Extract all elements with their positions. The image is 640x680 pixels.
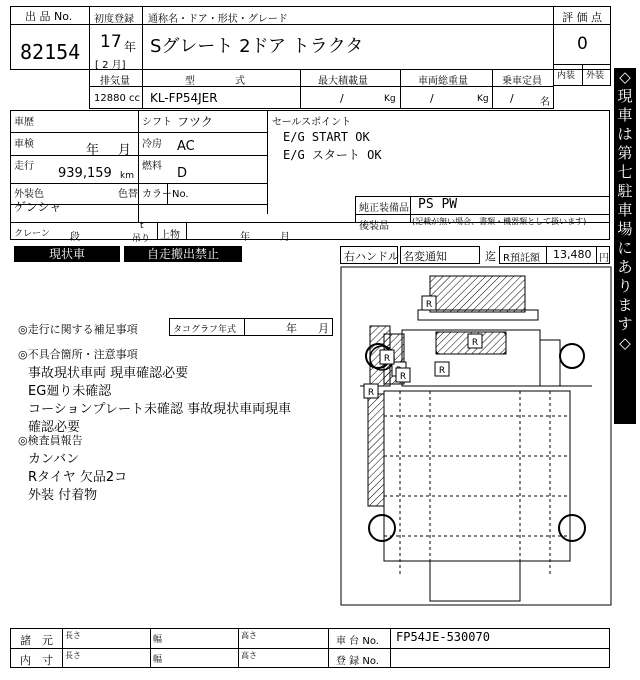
side-note-char: は — [617, 125, 633, 143]
capacity-unit: 名 — [540, 97, 550, 108]
sales-point-1: E/G START OK — [283, 130, 370, 144]
inspector-line-2: Rタイヤ 欠品2コ — [28, 470, 128, 485]
upper-month-unit: 月 — [280, 232, 290, 243]
side-note-char: 駐 — [617, 182, 633, 200]
inspection-label: 車検 — [14, 139, 34, 150]
reg-no-label: 登 録 No. — [336, 656, 379, 667]
repair-mark-lower-text: R — [367, 388, 375, 398]
driving-label: ◎走行に関する補足事項 — [18, 323, 138, 336]
inspector-line-3: 外装 付着物 — [28, 488, 98, 503]
length-label-2: 長さ — [65, 651, 81, 660]
displacement: 12880 — [94, 93, 126, 104]
fuel-label: 燃料 — [142, 161, 162, 172]
defect-line-2: EG廻り未確認 — [28, 384, 112, 399]
tacho-year: 年 — [286, 322, 297, 335]
defect-line-1: 事故現状車両 現車確認必要 — [28, 366, 189, 381]
sales-point-2: E/G スタート OK — [283, 148, 382, 162]
defect-line-3: コーションプレート未確認 事故現状車両現車 — [28, 402, 292, 417]
upper-year-unit: 年 — [240, 232, 250, 243]
sales-point-label: セールスポイント — [272, 117, 352, 128]
tacho-label: タコグラフ年式 — [173, 325, 237, 335]
score-label: 評 価 点 — [562, 11, 602, 24]
side-note-char: 車 — [617, 201, 633, 219]
ext-color-label: 外装色 — [14, 189, 44, 200]
crane-unit: 段 — [70, 232, 80, 243]
r-mileage-label: R預託額 — [503, 253, 540, 264]
ac: AC — [177, 139, 195, 154]
side-note-char: ◇ — [619, 68, 631, 86]
r-mileage: 13,480 — [553, 248, 592, 261]
fuel: D — [177, 166, 188, 181]
length-label-1: 長さ — [65, 631, 81, 640]
shift: フツク — [177, 115, 213, 129]
side-note-char: 七 — [617, 163, 633, 181]
inspector-line-1: カンバン — [28, 452, 80, 467]
kg-unit-1: Kg — [384, 94, 396, 104]
defects-label: ◎不具合箇所・注意事項 — [18, 348, 138, 361]
equipment: PS PW — [418, 197, 458, 212]
color-label: 色替 — [118, 189, 138, 200]
side-note-char: ま — [617, 296, 633, 314]
wheel-front-right — [560, 344, 584, 368]
displacement-label: 排気量 — [100, 76, 130, 87]
reg-label: 迄 — [485, 250, 496, 263]
crane-label: クレーン — [14, 229, 50, 239]
first-reg-label: 初度登録 — [94, 14, 134, 25]
side-note-char: あ — [617, 258, 633, 276]
yen-unit: 円 — [599, 253, 609, 264]
max-load-label: 最大積載量 — [318, 76, 368, 87]
side-note-char: に — [617, 239, 633, 257]
name-change-label: 名変通知 — [403, 250, 447, 263]
parking-side-note — [614, 68, 636, 424]
chassis: FP54JE-530070 — [396, 630, 490, 644]
first-reg-year: 17 — [100, 32, 122, 52]
height-label-2: 高さ — [241, 651, 257, 660]
inspection-month-unit: 月 — [118, 143, 132, 158]
width-label-1: 幅 — [153, 635, 163, 645]
gross-weight: / — [430, 92, 434, 105]
upper-label: 上物 — [160, 230, 180, 241]
inner-label: 内 寸 — [20, 654, 53, 667]
grade-label: 通称名・ドア・形状・グレード — [148, 14, 288, 25]
wheel-rear-left — [369, 515, 395, 541]
roof-panel — [430, 276, 525, 312]
kg-unit-2: Kg — [477, 94, 489, 104]
inspection-year-unit: 年 — [86, 143, 100, 158]
inspector-label: ◎検査員報告 — [18, 434, 83, 447]
right-hand: 右ハンドル — [344, 250, 399, 263]
vehicle-diagram — [340, 266, 612, 606]
side-note-char: 第 — [617, 144, 633, 162]
side-note-char: 車 — [617, 106, 633, 124]
score: 0 — [577, 34, 588, 54]
side-note-char: り — [617, 277, 633, 295]
model: KL-FP54JER — [150, 91, 218, 105]
repair-mark-hood-text: R — [438, 366, 446, 376]
max-load: / — [340, 92, 344, 105]
exterior-label: 外装 — [586, 71, 605, 81]
aftermarket-label: 後装品 — [359, 221, 389, 232]
side-note-char: 現 — [617, 87, 633, 105]
self-drive-banned-badge: 自走搬出禁止 — [124, 246, 242, 262]
repair-mark-roof-text: R — [425, 300, 433, 310]
side-note-char: ◇ — [619, 334, 631, 352]
dims-label: 諸 元 — [20, 634, 53, 647]
repair-mark-side-text: R — [399, 372, 407, 382]
lot-no-label: 出 品 No. — [25, 10, 73, 23]
ton-unit: t — [140, 221, 144, 231]
wheel-rear-right — [559, 515, 585, 541]
equipment-label: 純正装備品 — [359, 203, 409, 214]
interior-label: 内装 — [557, 71, 576, 81]
lot-no: 82154 — [20, 40, 81, 64]
mileage-label: 走行 — [14, 161, 34, 172]
aftermarket-note: (記載が無い場合、書類・機器類として扱います) — [412, 217, 587, 226]
km-unit: km — [120, 171, 134, 181]
left-side-panel — [368, 394, 384, 506]
tacho-month: 月 — [318, 322, 329, 335]
shift-label: シフト — [142, 117, 172, 128]
year-unit: 年 — [124, 40, 137, 54]
capacity: / — [510, 92, 514, 105]
repair-mark-front-text: R — [471, 338, 479, 348]
ac-label: 冷房 — [142, 139, 162, 150]
first-reg-month: [ 2 月] — [95, 60, 126, 71]
mileage: 939,159 — [58, 166, 112, 181]
side-note-char: す — [617, 315, 633, 333]
history-label: 車歴 — [14, 117, 34, 128]
displacement-unit: cc — [129, 93, 140, 104]
defect-line-4: 確認必要 — [28, 420, 81, 435]
capacity-label: 乗車定員 — [502, 76, 542, 87]
as-is-badge: 現状車 — [14, 246, 120, 262]
ext-color: ゲンシャ — [14, 200, 62, 214]
grade: Sグレート 2ドア トラクタ — [150, 36, 364, 57]
chassis-label: 車 台 No. — [336, 636, 379, 647]
repair-mark-wheel-text: R — [383, 354, 391, 364]
color-no-label: カラーNo. — [142, 189, 189, 200]
side-note-char: 場 — [617, 220, 633, 238]
width-label-2: 幅 — [153, 655, 163, 665]
model-label: 型 式 — [185, 76, 245, 87]
hoist-label: 吊り — [132, 234, 151, 244]
height-label-1: 高さ — [241, 631, 257, 640]
gross-weight-label: 車両総重量 — [418, 76, 468, 87]
